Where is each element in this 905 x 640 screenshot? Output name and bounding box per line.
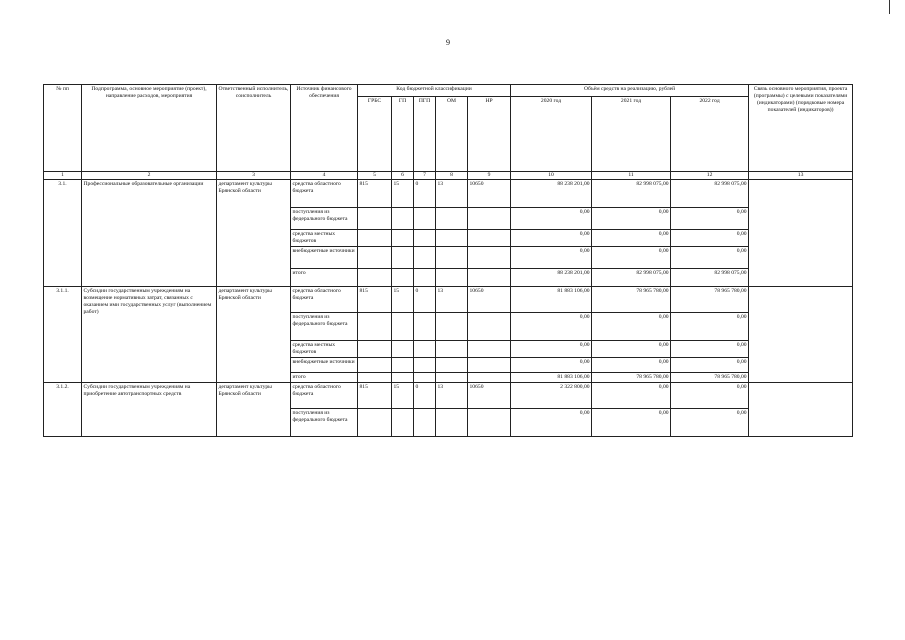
code-om bbox=[436, 340, 468, 357]
amount-2022: 0,00 bbox=[671, 312, 749, 340]
amount-2022: 0,00 bbox=[671, 229, 749, 246]
amount-2020: 81 883 106,00 bbox=[511, 286, 592, 312]
code-gp bbox=[392, 207, 414, 229]
funding-source: поступления из федерального бюджета bbox=[291, 207, 358, 229]
column-index-cell: 11 bbox=[592, 172, 671, 180]
block-responsible: департамент культуры Брянской области bbox=[217, 382, 291, 436]
amount-2021: 0,00 bbox=[592, 229, 671, 246]
amount-2020: 0,00 bbox=[511, 246, 592, 268]
code-pgp bbox=[414, 207, 436, 229]
funding-source: средства местных бюджетов bbox=[291, 229, 358, 246]
code-pgp bbox=[414, 372, 436, 382]
code-nr bbox=[468, 372, 511, 382]
block-number: 3.1.1. bbox=[44, 286, 82, 382]
code-nr: 10650 bbox=[468, 286, 511, 312]
code-gp bbox=[392, 408, 414, 436]
column-index-cell: 10 bbox=[511, 172, 592, 180]
code-pgp: 0 bbox=[414, 179, 436, 207]
code-nr bbox=[468, 207, 511, 229]
block-number: 3.1.2. bbox=[44, 382, 82, 436]
code-gp bbox=[392, 340, 414, 357]
header-om: ОМ bbox=[436, 97, 468, 172]
amount-2020: 81 883 106,00 bbox=[511, 372, 592, 382]
amount-2022: 82 998 075,00 bbox=[671, 179, 749, 207]
amount-2022: 0,00 bbox=[671, 408, 749, 436]
code-gp: 15 bbox=[392, 179, 414, 207]
block-responsible: департамент культуры Брянской области bbox=[217, 286, 291, 382]
header-volume: Объём средств на реализацию, рублей bbox=[511, 85, 749, 97]
header-link: Связь основного мероприятия, проекта (программы) с целевыми показателями (индикаторами) (порядковые номера показателей (индикаторов)) bbox=[749, 85, 853, 172]
page-edge-mark bbox=[889, 0, 890, 14]
amount-2020: 2 322 800,00 bbox=[511, 382, 592, 408]
funding-source: средства областного бюджета bbox=[291, 286, 358, 312]
amount-2021: 82 998 075,00 bbox=[592, 268, 671, 286]
column-index-cell: 3 bbox=[217, 172, 291, 180]
header-year-2022: 2022 год bbox=[671, 97, 749, 172]
block-responsible: департамент культуры Брянской области bbox=[217, 179, 291, 286]
header-grbs: ГРБС bbox=[358, 97, 392, 172]
code-gp bbox=[392, 312, 414, 340]
code-pgp: 0 bbox=[414, 382, 436, 408]
amount-2022: 82 998 075,00 bbox=[671, 268, 749, 286]
column-index-cell: 1 bbox=[44, 172, 82, 180]
amount-2021: 82 998 075,00 bbox=[592, 179, 671, 207]
code-pgp: 0 bbox=[414, 286, 436, 312]
amount-2020: 0,00 bbox=[511, 357, 592, 372]
amount-2020: 0,00 bbox=[511, 229, 592, 246]
amount-2020: 88 238 201,00 bbox=[511, 179, 592, 207]
code-om bbox=[436, 246, 468, 268]
code-pgp bbox=[414, 246, 436, 268]
funding-source: средства местных бюджетов bbox=[291, 340, 358, 357]
amount-2020: 0,00 bbox=[511, 408, 592, 436]
code-om bbox=[436, 408, 468, 436]
code-om bbox=[436, 268, 468, 286]
code-nr bbox=[468, 408, 511, 436]
column-index-cell: 12 bbox=[671, 172, 749, 180]
indicator-link bbox=[749, 179, 853, 286]
amount-2022: 0,00 bbox=[671, 246, 749, 268]
code-om bbox=[436, 207, 468, 229]
code-om bbox=[436, 372, 468, 382]
indicator-link bbox=[749, 286, 853, 382]
indicator-link bbox=[749, 382, 853, 436]
code-pgp bbox=[414, 340, 436, 357]
code-om: 13 bbox=[436, 382, 468, 408]
amount-2020: 0,00 bbox=[511, 207, 592, 229]
amount-2021: 0,00 bbox=[592, 340, 671, 357]
amount-2022: 0,00 bbox=[671, 382, 749, 408]
amount-2021: 78 965 780,00 bbox=[592, 372, 671, 382]
code-nr: 10650 bbox=[468, 382, 511, 408]
funding-source: поступления из федерального бюджета bbox=[291, 408, 358, 436]
column-index-cell: 13 bbox=[749, 172, 853, 180]
amount-2022: 78 965 780,00 bbox=[671, 372, 749, 382]
amount-2020: 88 238 201,00 bbox=[511, 268, 592, 286]
code-gp bbox=[392, 229, 414, 246]
header-year-2021: 2021 год bbox=[592, 97, 671, 172]
amount-2022: 0,00 bbox=[671, 357, 749, 372]
code-grbs bbox=[358, 340, 392, 357]
code-nr bbox=[468, 268, 511, 286]
column-index-cell: 9 bbox=[468, 172, 511, 180]
code-gp bbox=[392, 372, 414, 382]
funding-source: средства областного бюджета bbox=[291, 179, 358, 207]
block-name: Субсидии государственным учреждениям на приобретение автотранспортных средств bbox=[82, 382, 217, 436]
code-om: 13 bbox=[436, 286, 468, 312]
header-source: Источник финансового обеспечения bbox=[291, 85, 358, 172]
amount-2021: 0,00 bbox=[592, 408, 671, 436]
amount-2021: 0,00 bbox=[592, 357, 671, 372]
budget-table bbox=[43, 84, 853, 437]
code-grbs: 815 bbox=[358, 179, 392, 207]
header-gp: ГП bbox=[392, 97, 414, 172]
code-grbs bbox=[358, 268, 392, 286]
column-index-row bbox=[44, 172, 853, 180]
amount-2022: 0,00 bbox=[671, 340, 749, 357]
code-nr bbox=[468, 229, 511, 246]
code-gp: 15 bbox=[392, 286, 414, 312]
header-name: Подпрограмма, основное мероприятие (проект), направление расходов, мероприятия bbox=[82, 85, 217, 172]
code-gp bbox=[392, 268, 414, 286]
amount-2022: 78 965 780,00 bbox=[671, 286, 749, 312]
header-budget-code: Код бюджетной классификации bbox=[358, 85, 511, 97]
code-nr bbox=[468, 246, 511, 268]
code-pgp bbox=[414, 312, 436, 340]
amount-2021: 0,00 bbox=[592, 207, 671, 229]
code-pgp bbox=[414, 408, 436, 436]
funding-source: средства областного бюджета bbox=[291, 382, 358, 408]
column-index-cell: 2 bbox=[82, 172, 217, 180]
funding-source: внебюджетные источники bbox=[291, 246, 358, 268]
code-gp: 15 bbox=[392, 382, 414, 408]
amount-2021: 0,00 bbox=[592, 312, 671, 340]
code-grbs bbox=[358, 312, 392, 340]
code-grbs bbox=[358, 246, 392, 268]
code-om bbox=[436, 357, 468, 372]
table-row bbox=[44, 382, 853, 408]
header-num: № пп bbox=[44, 85, 82, 172]
code-grbs: 815 bbox=[358, 286, 392, 312]
code-nr bbox=[468, 340, 511, 357]
funding-source: итого bbox=[291, 268, 358, 286]
code-pgp bbox=[414, 357, 436, 372]
header-nr: НР bbox=[468, 97, 511, 172]
amount-2021: 78 965 780,00 bbox=[592, 286, 671, 312]
page-number: 9 bbox=[446, 38, 450, 47]
block-name: Субсидии государственным учреждениям на возмещение нормативных затрат, связанных с оказанием ими государственных услуг (выполнением работ) bbox=[82, 286, 217, 382]
code-gp bbox=[392, 246, 414, 268]
code-grbs bbox=[358, 207, 392, 229]
code-nr bbox=[468, 312, 511, 340]
funding-source: итого bbox=[291, 372, 358, 382]
code-om bbox=[436, 312, 468, 340]
code-grbs: 815 bbox=[358, 382, 392, 408]
code-gp bbox=[392, 357, 414, 372]
table-row bbox=[44, 286, 853, 312]
amount-2021: 0,00 bbox=[592, 382, 671, 408]
code-pgp bbox=[414, 229, 436, 246]
code-grbs bbox=[358, 372, 392, 382]
code-grbs bbox=[358, 229, 392, 246]
block-name: Профессиональные образовательные организации bbox=[82, 179, 217, 286]
block-number: 3.1. bbox=[44, 179, 82, 286]
amount-2022: 0,00 bbox=[671, 207, 749, 229]
amount-2020: 0,00 bbox=[511, 312, 592, 340]
header-year-2020: 2020 год bbox=[511, 97, 592, 172]
code-grbs bbox=[358, 408, 392, 436]
funding-source: внебюджетные источники bbox=[291, 357, 358, 372]
header-pgp: ПГП bbox=[414, 97, 436, 172]
code-pgp bbox=[414, 268, 436, 286]
column-index-cell: 7 bbox=[414, 172, 436, 180]
amount-2020: 0,00 bbox=[511, 340, 592, 357]
column-index-cell: 8 bbox=[436, 172, 468, 180]
code-om: 13 bbox=[436, 179, 468, 207]
funding-source: поступления из федерального бюджета bbox=[291, 312, 358, 340]
column-index-cell: 5 bbox=[358, 172, 392, 180]
code-nr bbox=[468, 357, 511, 372]
column-index-cell: 4 bbox=[291, 172, 358, 180]
code-om bbox=[436, 229, 468, 246]
code-nr: 10650 bbox=[468, 179, 511, 207]
amount-2021: 0,00 bbox=[592, 246, 671, 268]
header-responsible: Ответственный исполнитель, соисполнитель bbox=[217, 85, 291, 172]
table-row bbox=[44, 179, 853, 207]
column-index-cell: 6 bbox=[392, 172, 414, 180]
code-grbs bbox=[358, 357, 392, 372]
